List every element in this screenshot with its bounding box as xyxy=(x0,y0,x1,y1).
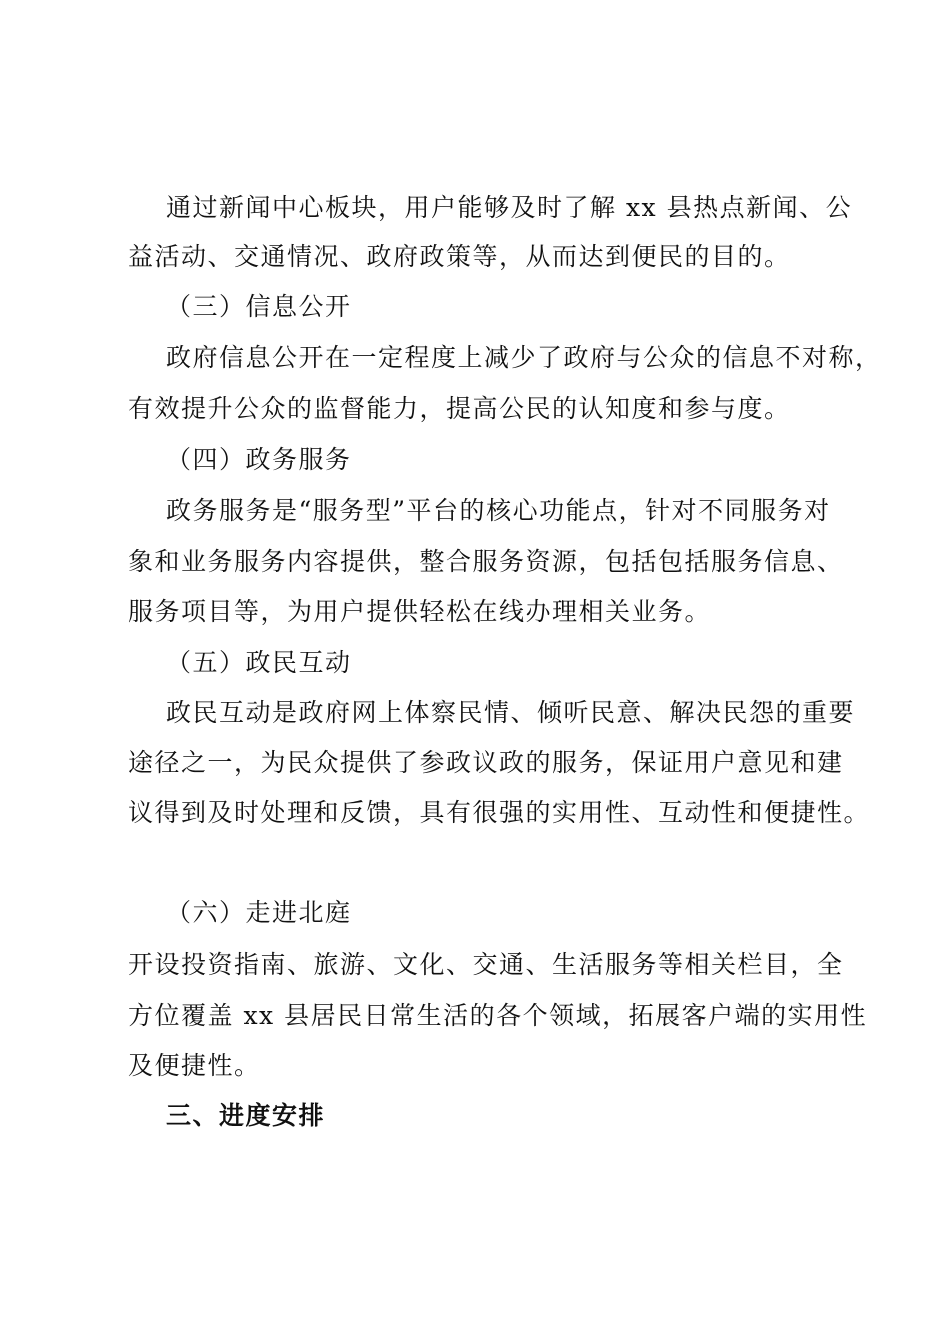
chapter-heading-schedule: 三、进度安排 xyxy=(166,1101,326,1130)
paragraph-interaction-line-3: 议得到及时处理和反馈，具有很强的实用性、互动性和便捷性。 xyxy=(128,798,871,827)
paragraph-service-line-1: 政务服务是“服务型”平台的核心功能点，针对不同服务对 xyxy=(166,496,831,525)
paragraph-interaction-line-1: 政民互动是政府网上体察民情、倾听民意、解决民怨的重要 xyxy=(166,698,856,727)
paragraph-info-line-2: 有效提升公众的监督能力，提高公民的认知度和参与度。 xyxy=(128,394,791,423)
paragraph-beiting-line-2: 方位覆盖 xx 县居民日常生活的各个领域，拓展客户端的实用性 xyxy=(128,1001,868,1030)
section-heading-interaction: （五）政民互动 xyxy=(166,648,352,677)
paragraph-interaction-line-2: 途径之一，为民众提供了参政议政的服务，保证用户意见和建 xyxy=(128,748,844,777)
paragraph-beiting-line-1: 开设投资指南、旅游、文化、交通、生活服务等相关栏目，全 xyxy=(128,950,844,979)
paragraph-info-line-1: 政府信息公开在一定程度上减少了政府与公众的信息不对称， xyxy=(166,343,882,372)
section-heading-gov-service: （四）政务服务 xyxy=(166,445,352,474)
paragraph-news-line-2: 益活动、交通情况、政府政策等，从而达到便民的目的。 xyxy=(128,242,791,271)
paragraph-beiting-line-3: 及便捷性。 xyxy=(128,1051,261,1080)
section-heading-info-disclosure: （三）信息公开 xyxy=(166,292,352,321)
paragraph-news-line-1: 通过新闻中心板块，用户能够及时了解 xx 县热点新闻、公 xyxy=(166,193,853,222)
paragraph-service-line-2: 象和业务服务内容提供，整合服务资源，包括包括服务信息、 xyxy=(128,547,844,576)
paragraph-service-line-3: 服务项目等，为用户提供轻松在线办理相关业务。 xyxy=(128,597,712,626)
section-heading-beiting: （六）走进北庭 xyxy=(166,898,352,927)
